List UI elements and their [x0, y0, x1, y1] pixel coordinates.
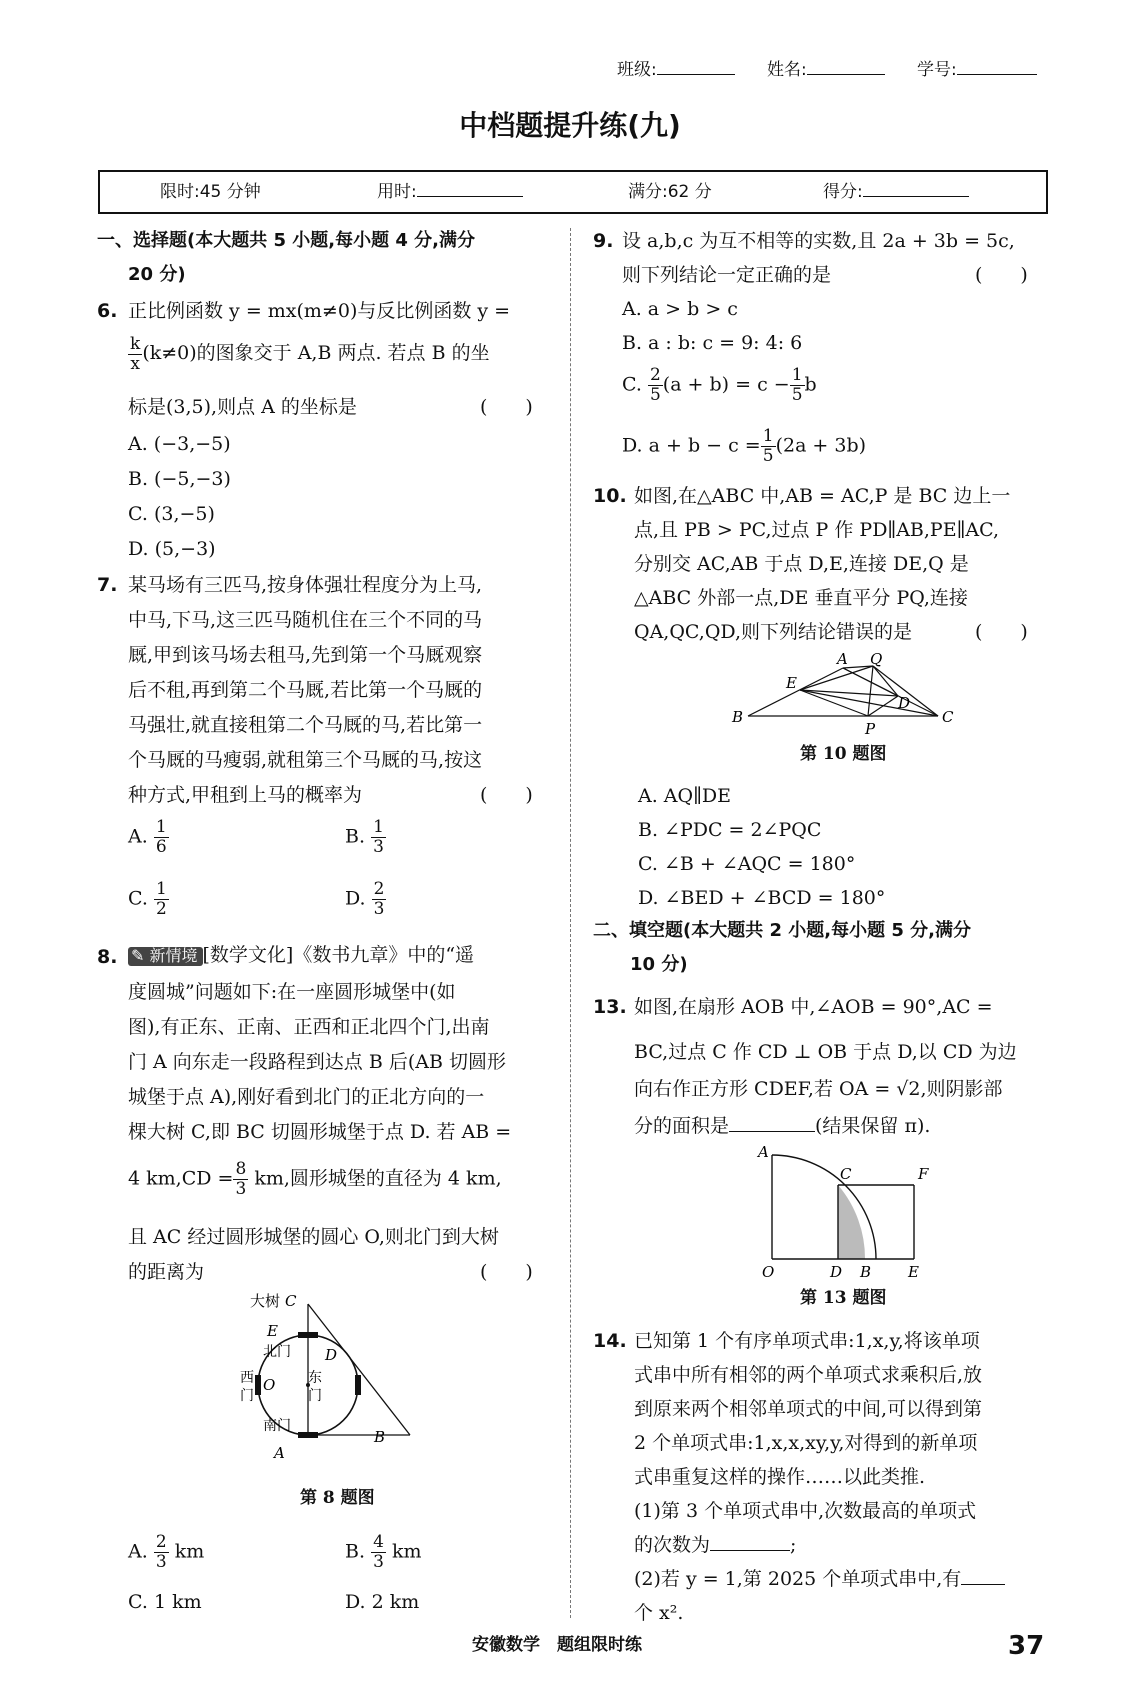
q14-line: 已知第 1 个有序单项式串:1,x,y,将该单项	[634, 1330, 980, 1352]
q7-line: 厩,甲到该马场去租马,先到第一个马厩观察	[128, 644, 483, 666]
student-id-blank[interactable]	[957, 74, 1037, 75]
section1-heading-cont: 20 分)	[128, 264, 186, 285]
q9-option-a[interactable]: A. a > b > c	[622, 298, 738, 320]
page-title: 中档题提升练(九)	[459, 109, 681, 142]
q10-option-a[interactable]: A. AQ∥DE	[638, 785, 731, 807]
q10-option-d[interactable]: D. ∠BED + ∠BCD = 180°	[638, 887, 886, 909]
q10-option-b[interactable]: B. ∠PDC = 2∠PQC	[638, 819, 822, 841]
q14-line: 2 个单项式串:1,x,x,xy,y,对得到的新单项	[634, 1432, 978, 1454]
q7-line: 个马厩的马瘦弱,就租第三个马厩的马,按这	[128, 749, 483, 771]
section1-heading: 一、选择题(本大题共 5 小题,每小题 4 分,满分	[97, 230, 476, 251]
q14-line8: (2)若 y = 1,第 2025 个单项式串中,有	[634, 1570, 1005, 1589]
label-B: B	[860, 1263, 872, 1281]
q10-line: 如图,在△ABC 中,AB = AC,P 是 BC 边上一	[634, 485, 1011, 507]
q10-line: 点,且 PB > PC,过点 P 作 PD∥AB,PE∥AC,	[634, 519, 999, 541]
q14-line7: 的次数为 ;	[634, 1534, 797, 1556]
column-divider	[570, 228, 571, 1618]
q8-line7: 4 km,CD = $\frac{8}{3}$ km,圆形城堡的直径为 4 km,	[128, 1159, 502, 1199]
q7-number: 7.	[97, 574, 118, 596]
q8-option-c[interactable]: C. 1 km	[128, 1591, 202, 1613]
page-number: 37	[1008, 1631, 1045, 1661]
label-east-2: 门	[308, 1388, 322, 1404]
label-O: O	[762, 1263, 775, 1281]
footer-text: 安徽数学 题组限时练	[472, 1635, 642, 1655]
q6-fraction: $\frac{k}{x}$	[130, 334, 141, 374]
q9-line1: 设 a,b,c 为互不相等的实数,且 2a + 3b = 5c,	[622, 230, 1015, 252]
q10-number: 10.	[593, 485, 627, 507]
q13-line1: 如图,在扇形 AOB 中,∠AOB = 90°,AC =	[634, 996, 993, 1018]
q7-option-d[interactable]: D. $\frac{2}{3}$	[345, 879, 385, 919]
q14-line: (1)第 3 个单项式串中,次数最高的单项式	[634, 1500, 977, 1522]
q7-option-a[interactable]: A. $\frac{1}{6}$	[128, 817, 167, 857]
q6-line2: $\frac{k}{x}$ (k≠0)的图象交于 A,B 两点. 若点 B 的坐	[130, 334, 490, 374]
time-used: 用时:	[377, 184, 523, 201]
label-E: E	[786, 674, 797, 692]
label-north-gate: 北门	[263, 1344, 291, 1360]
line-QD	[873, 666, 898, 696]
shaded-region	[838, 1185, 865, 1259]
label-F: F	[918, 1165, 929, 1183]
label-D: D	[830, 1263, 843, 1281]
info-box	[98, 170, 1048, 214]
q8-line9: 的距离为	[128, 1261, 205, 1283]
north-gate	[298, 1332, 318, 1338]
score-blank[interactable]	[863, 196, 969, 197]
q6-answer-paren[interactable]: ( )	[480, 396, 533, 418]
q13-answer-blank[interactable]	[729, 1131, 815, 1132]
q14-line: 到原来两个相邻单项式的中间,可以得到第	[634, 1398, 983, 1420]
q13-line2: BC,过点 C 作 CD ⊥ OB 于点 D,以 CD 为边	[634, 1041, 1017, 1063]
label-A: A	[758, 1145, 769, 1161]
label-A: A	[274, 1444, 285, 1462]
q10-figure	[728, 648, 958, 738]
q14-line9: 个 x².	[634, 1602, 684, 1624]
q14-answer-blank-2[interactable]	[961, 1584, 1005, 1585]
q8-line: 度圆城”问题如下:在一座圆形城堡中(如	[128, 981, 456, 1003]
name-blank[interactable]	[807, 74, 885, 75]
label-A: A	[837, 650, 848, 668]
q8-line: 城堡于点 A),刚好看到北门的正北方向的一	[128, 1086, 485, 1108]
q8-number: 8.	[97, 946, 118, 968]
q8-line: 门 A 向东走一段路程到达点 B 后(AB 切圆形	[128, 1051, 506, 1073]
section2-heading-cont: 10 分)	[630, 954, 688, 975]
q6-line3: 标是(3,5),则点 A 的坐标是	[128, 396, 357, 418]
label-B: B	[732, 708, 744, 726]
q14-line: 式串重复这样的操作……以此类推.	[634, 1466, 926, 1488]
label-Q: Q	[870, 650, 883, 668]
q13-number: 13.	[593, 996, 627, 1018]
q8-line: 图),有正东、正南、正西和正北四个门,出南	[128, 1016, 490, 1038]
q13-line3: 向右作正方形 CDEF,若 OA = √2,则阴影部	[634, 1078, 1003, 1100]
q13-line4: 分的面积是 (结果保留 π).	[634, 1115, 931, 1137]
q9-answer-paren[interactable]: ( )	[975, 264, 1028, 286]
q8-option-b[interactable]: B. $\frac{4}{3}$ km	[345, 1532, 422, 1572]
label-D: D	[325, 1346, 338, 1364]
label-C: C	[840, 1165, 852, 1183]
q6-option-c[interactable]: C. (3,−5)	[128, 503, 215, 525]
q8-answer-paren[interactable]: ( )	[480, 1261, 533, 1283]
time-limit: 限时:45 分钟	[160, 182, 261, 202]
q8-figure-caption: 第 8 题图	[300, 1488, 375, 1508]
q7-option-c[interactable]: C. $\frac{1}{2}$	[128, 879, 167, 919]
q7-answer-paren[interactable]: ( )	[480, 784, 533, 806]
q10-line: 分别交 AC,AB 于点 D,E,连接 DE,Q 是	[634, 553, 969, 575]
score: 得分:	[823, 184, 969, 201]
q6-option-b[interactable]: B. (−5,−3)	[128, 468, 231, 490]
class-blank[interactable]	[657, 74, 735, 75]
line-PQ	[868, 666, 873, 716]
q14-line: 式串中所有相邻的两个单项式求乘积后,放	[634, 1364, 983, 1386]
label-E: E	[908, 1263, 919, 1281]
q7-line: 中马,下马,这三匹马随机住在三个不同的马	[128, 609, 483, 631]
full-score: 满分:62 分	[628, 182, 712, 202]
west-gate	[255, 1375, 261, 1395]
q10-answer-paren[interactable]: ( )	[975, 621, 1028, 643]
q6-number: 6.	[97, 300, 118, 322]
line-BC	[308, 1304, 410, 1435]
q10-line: △ABC 外部一点,DE 垂直平分 PQ,连接	[634, 587, 968, 609]
q8-figure	[240, 1290, 440, 1490]
label-E: E	[267, 1322, 278, 1340]
q9-option-d[interactable]: D. a + b − c = $\frac{1}{5}$ (2a + 3b)	[622, 426, 867, 466]
q13-figure-caption: 第 13 题图	[800, 1288, 887, 1308]
label-tree: 大树	[250, 1292, 281, 1310]
q6-line1: 正比例函数 y = mx(m≠0)与反比例函数 y =	[128, 300, 511, 322]
east-gate	[355, 1375, 361, 1395]
q9-number: 9.	[593, 230, 614, 252]
name-label: 姓名:	[767, 62, 885, 79]
q8-option-a[interactable]: A. $\frac{2}{3}$ km	[128, 1532, 205, 1572]
label-D: D	[898, 694, 911, 712]
label-east-1: 东	[308, 1370, 322, 1386]
label-south-gate: 南门	[263, 1418, 291, 1434]
q7-line: 后不租,再到第二个马厩,若比第一个马厩的	[128, 679, 483, 701]
q9-option-c[interactable]: C. $\frac{2}{5}$ (a + b) = c − $\frac{1}{5}$ b	[622, 365, 817, 405]
q10-line: QA,QC,QD,则下列结论错误的是	[634, 621, 912, 643]
q7-option-b[interactable]: B. $\frac{1}{3}$	[345, 817, 384, 857]
q14-answer-blank-1[interactable]	[710, 1550, 790, 1551]
new-context-badge: ✎ 新情境	[128, 947, 203, 966]
south-gate	[298, 1432, 318, 1438]
label-C: C	[942, 708, 954, 726]
q9-line2: 则下列结论一定正确的是	[622, 264, 832, 286]
q7-line: 马强壮,就直接租第二个马厩的马,若比第一	[128, 714, 483, 736]
q10-option-c[interactable]: C. ∠B + ∠AQC = 180°	[638, 853, 856, 875]
q9-option-b[interactable]: B. a : b: c = 9: 4: 6	[622, 332, 803, 354]
section2-heading: 二、填空题(本大题共 2 小题,每小题 5 分,满分	[593, 920, 972, 941]
label-west-2: 门	[240, 1388, 254, 1404]
student-id-label: 学号:	[917, 62, 1037, 79]
q10-figure-caption: 第 10 题图	[800, 744, 887, 764]
q6-option-a[interactable]: A. (−3,−5)	[128, 433, 231, 455]
label-B: B	[374, 1428, 386, 1446]
label-P: P	[865, 720, 876, 738]
q8-option-d[interactable]: D. 2 km	[345, 1591, 420, 1613]
q14-number: 14.	[593, 1330, 627, 1352]
class-label: 班级:	[617, 62, 735, 79]
q8-line8: 且 AC 经过圆形城堡的圆心 O,则北门到大树	[128, 1226, 499, 1248]
label-C: C	[285, 1292, 297, 1310]
q7-line: 某马场有三匹马,按身体强壮程度分为上马,	[128, 574, 483, 596]
label-west-1: 西	[240, 1370, 254, 1386]
q13-figure	[752, 1145, 952, 1283]
label-O: O	[263, 1376, 276, 1394]
q8-line1: ✎ 新情境 [数学文化]《数书九章》中的“遥	[128, 946, 474, 966]
time-used-blank[interactable]	[417, 196, 523, 197]
q6-option-d[interactable]: D. (5,−3)	[128, 538, 216, 560]
q8-line: 棵大树 C,即 BC 切圆形城堡于点 D. 若 AB =	[128, 1121, 512, 1143]
q7-line: 种方式,甲租到上马的概率为	[128, 784, 363, 806]
